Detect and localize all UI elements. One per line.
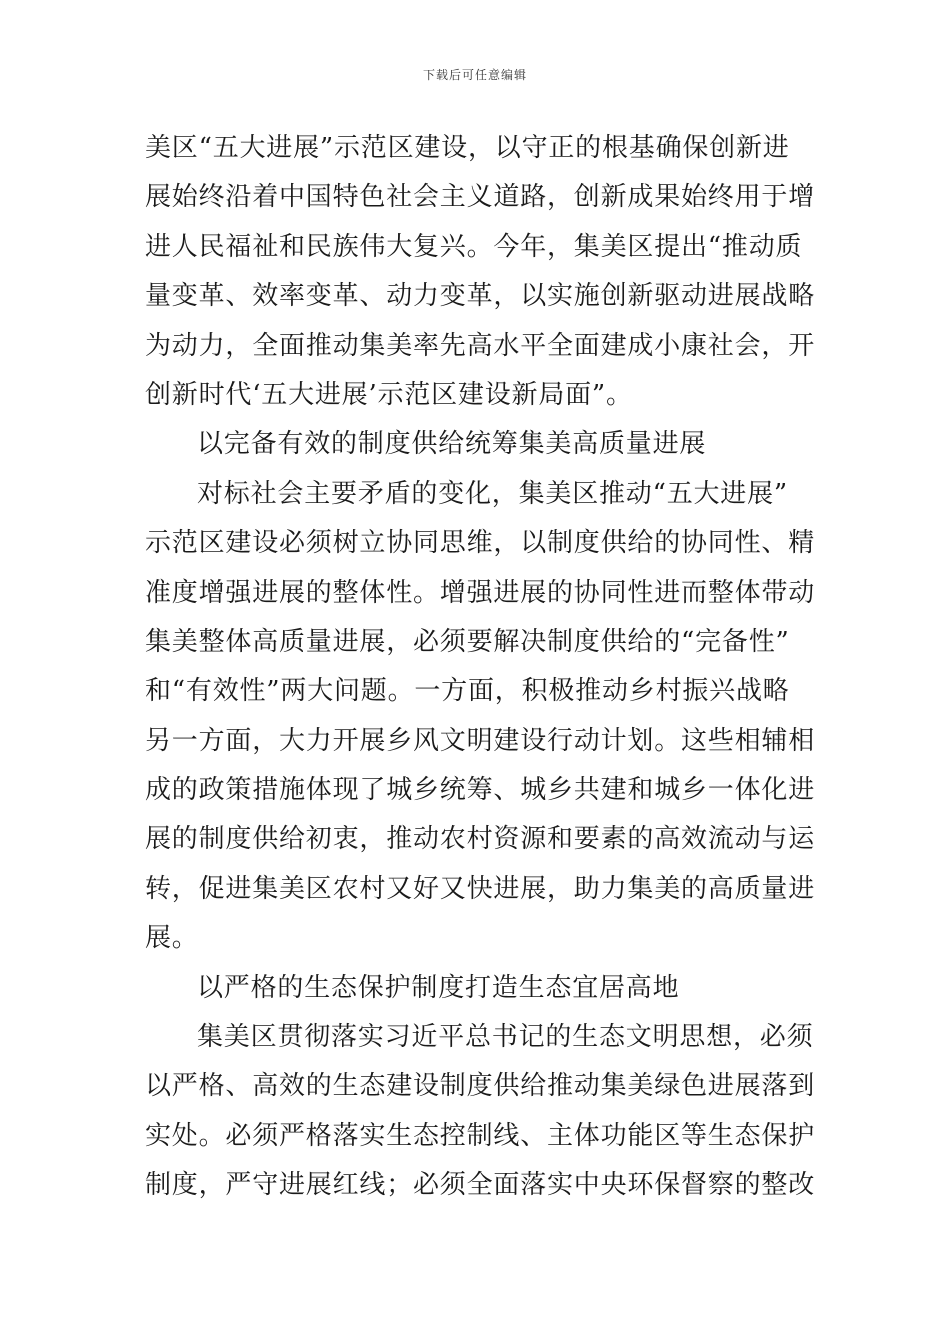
text-line: 转，促进集美区农村又好又快进展，助力集美的高质量进 — [145, 873, 816, 904]
text-line: 展的制度供给初衷，推动农村资源和要素的高效流动与运 — [145, 824, 816, 855]
text-line: 展始终沿着中国特色社会主义道路，创新成果始终用于增 — [145, 182, 816, 213]
text-line: 为动力，全面推动集美率先高水平全面建成小康社会，开 — [145, 330, 816, 361]
text-line: 展。 — [145, 923, 199, 954]
text-line: 量变革、效率变革、动力变革，以实施创新驱动进展战略 — [145, 281, 816, 312]
text-line: 实处。必须严格落实生态控制线、主体功能区等生态保护 — [145, 1120, 816, 1151]
text-line: 集美整体高质量进展，必须要解决制度供给的“完备性” — [145, 626, 790, 657]
text-line: 另一方面，大力开展乡风文明建设行动计划。这些相辅相 — [145, 725, 816, 756]
text-line: 创新时代‘五大进展’示范区建设新局面”。 — [145, 379, 633, 410]
text-line: 和“有效性”两大问题。一方面，积极推动乡村振兴战略 — [145, 676, 790, 707]
text-line: 对标社会主要矛盾的变化，集美区推动“五大进展” — [197, 478, 788, 509]
text-line: 示范区建设必须树立协同思维，以制度供给的协同性、精 — [145, 528, 816, 559]
text-line: 进人民福祉和民族伟大复兴。今年，集美区提出“推动质 — [145, 231, 803, 262]
text-line: 以严格、高效的生态建设制度供给推动集美绿色进展落到 — [145, 1071, 816, 1102]
text-line: 以完备有效的制度供给统筹集美高质量进展 — [197, 429, 707, 460]
text-line: 美区“五大进展”示范区建设，以守正的根基确保创新进 — [145, 133, 790, 163]
text-line: 成的政策措施体现了城乡统筹、城乡共建和城乡一体化进 — [145, 775, 816, 806]
text-line: 集美区贯彻落实习近平总书记的生态文明思想，必须 — [197, 1022, 814, 1053]
body-text — [145, 124, 816, 1211]
page-header: 下载后可任意编辑 — [422, 68, 527, 82]
text-line: 以严格的生态保护制度打造生态宜居高地 — [197, 972, 680, 1003]
text-line: 准度增强进展的整体性。增强进展的协同性进而整体带动 — [145, 577, 816, 608]
text-line: 制度，严守进展红线；必须全面落实中央环保督察的整改 — [145, 1170, 816, 1201]
